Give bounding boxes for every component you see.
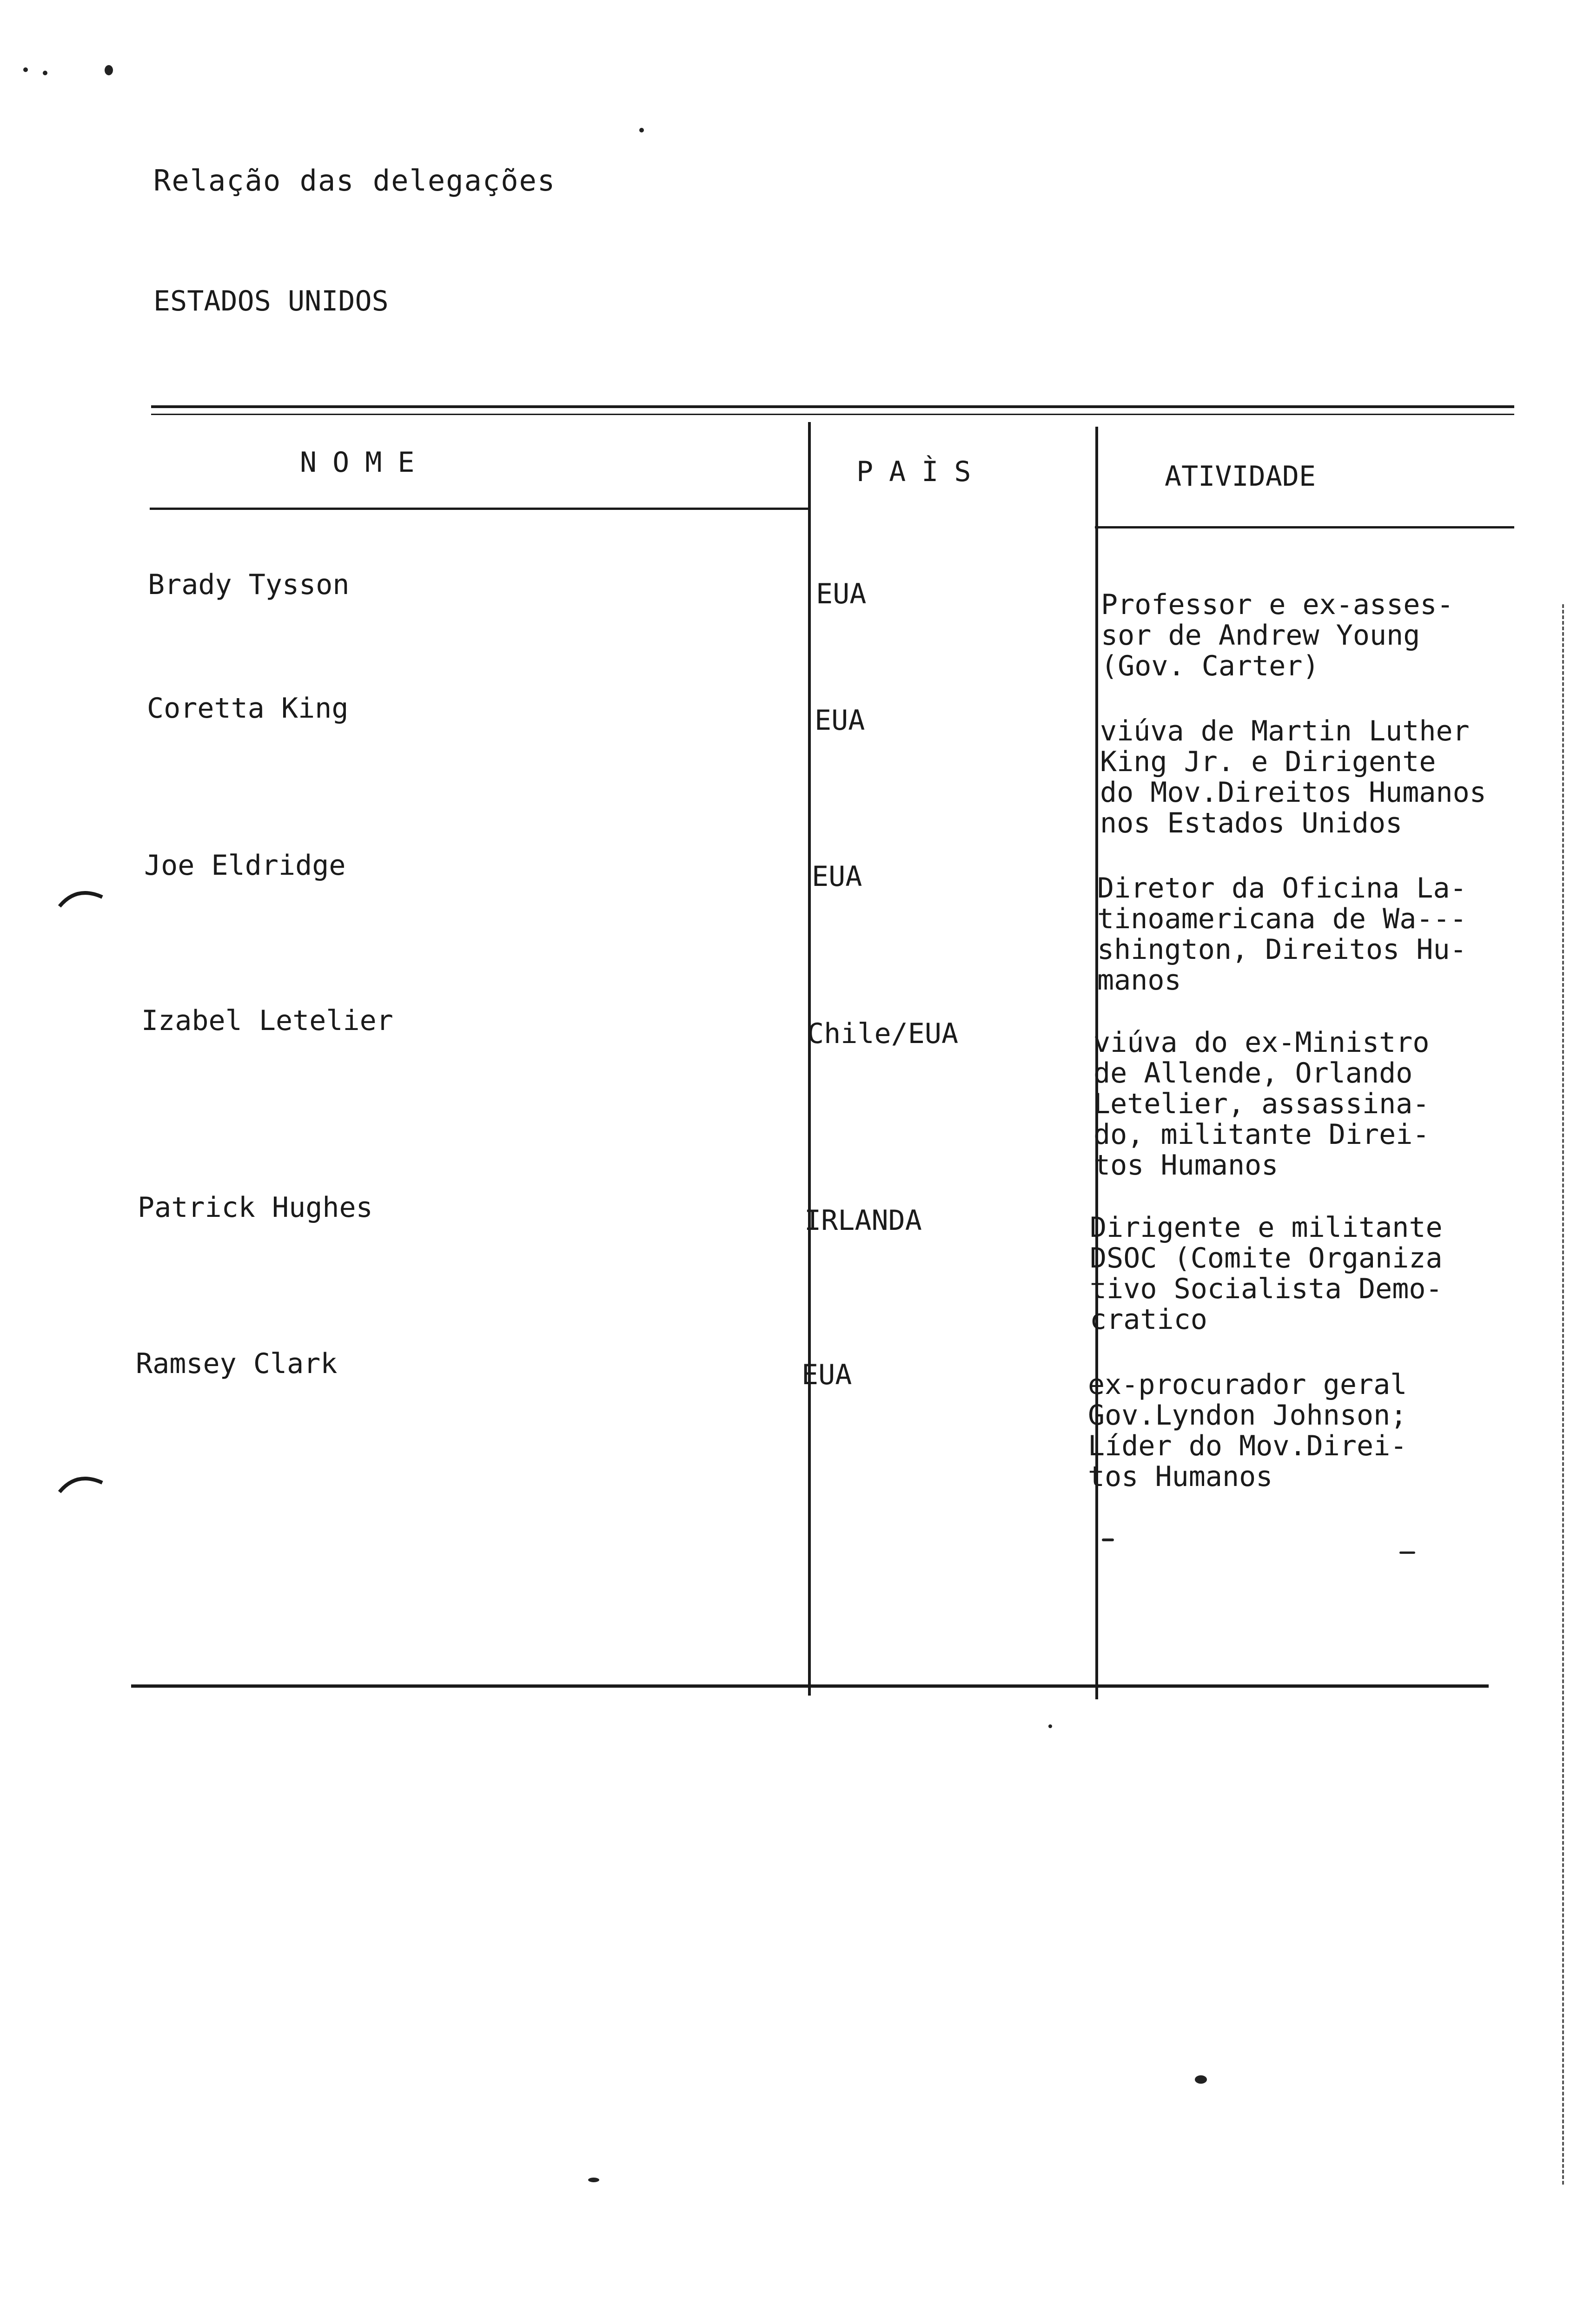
speck (105, 65, 113, 75)
table-top-rule-2 (151, 414, 1514, 415)
row-1-activity: Professor e ex-asses- sor de Andrew Young (Gov. Carter) (1101, 588, 1454, 682)
page-title: Relação das delegações (153, 164, 556, 198)
table-bottom-rule (131, 1684, 1489, 1688)
speck (1102, 1538, 1114, 1541)
speck (588, 2178, 599, 2182)
section-heading: ESTADOS UNIDOS (153, 285, 389, 317)
column-divider-1 (808, 422, 811, 1696)
row-3-name: Joe Eldridge (144, 849, 346, 882)
speck (1399, 1552, 1415, 1554)
table-top-rule (151, 405, 1514, 408)
row-5-country: IRLANDA (804, 1204, 922, 1237)
row-1-name: Brady Tysson (148, 568, 350, 601)
page-edge (1562, 604, 1564, 2185)
speck (639, 128, 644, 132)
speck (43, 71, 47, 75)
speck (23, 67, 28, 72)
header-rule-left (150, 508, 810, 510)
row-2-name: Coretta King (147, 692, 349, 725)
row-6-country: EUA (802, 1359, 852, 1391)
row-2-activity: viúva de Martin Luther King Jr. e Dirigente do Mov.Direitos Humanos nos Estados Unidos (1100, 715, 1486, 839)
header-rule-right (1095, 526, 1514, 528)
row-3-country: EUA (812, 860, 862, 893)
row-3-activity: Diretor da Oficina La- tinoamericana de Wa--- shington, Direitos Hu- manos (1097, 872, 1467, 997)
row-4-activity: viúva do ex-Ministro de Allende, Orlando Letelier, assassina- do, militante Direi- tos Humanos (1093, 1026, 1430, 1182)
row-4-name: Izabel Letelier (141, 1004, 393, 1037)
binder-mark-icon (56, 1469, 107, 1497)
row-2-country: EUA (815, 704, 865, 737)
row-6-activity: ex-procurador geral Gov.Lyndon Johnson; Líder do Mov.Direi- tos Humanos (1088, 1368, 1407, 1493)
speck (1195, 2075, 1207, 2084)
speck (1048, 1724, 1052, 1728)
row-6-name: Ramsey Clark (136, 1347, 338, 1380)
header-name: NOME (300, 446, 431, 479)
row-5-activity: Dirigente e militante DSOC (Comite Organiza tivo Socialista Demo- cratico (1090, 1211, 1443, 1336)
header-country: PAÌS (856, 456, 987, 488)
header-activity: ATIVIDADE (1165, 460, 1316, 493)
row-5-name: Patrick Hughes (138, 1191, 373, 1224)
binder-mark-icon (56, 883, 107, 911)
row-4-country: Chile/EUA (807, 1017, 959, 1050)
row-1-country: EUA (816, 578, 867, 610)
